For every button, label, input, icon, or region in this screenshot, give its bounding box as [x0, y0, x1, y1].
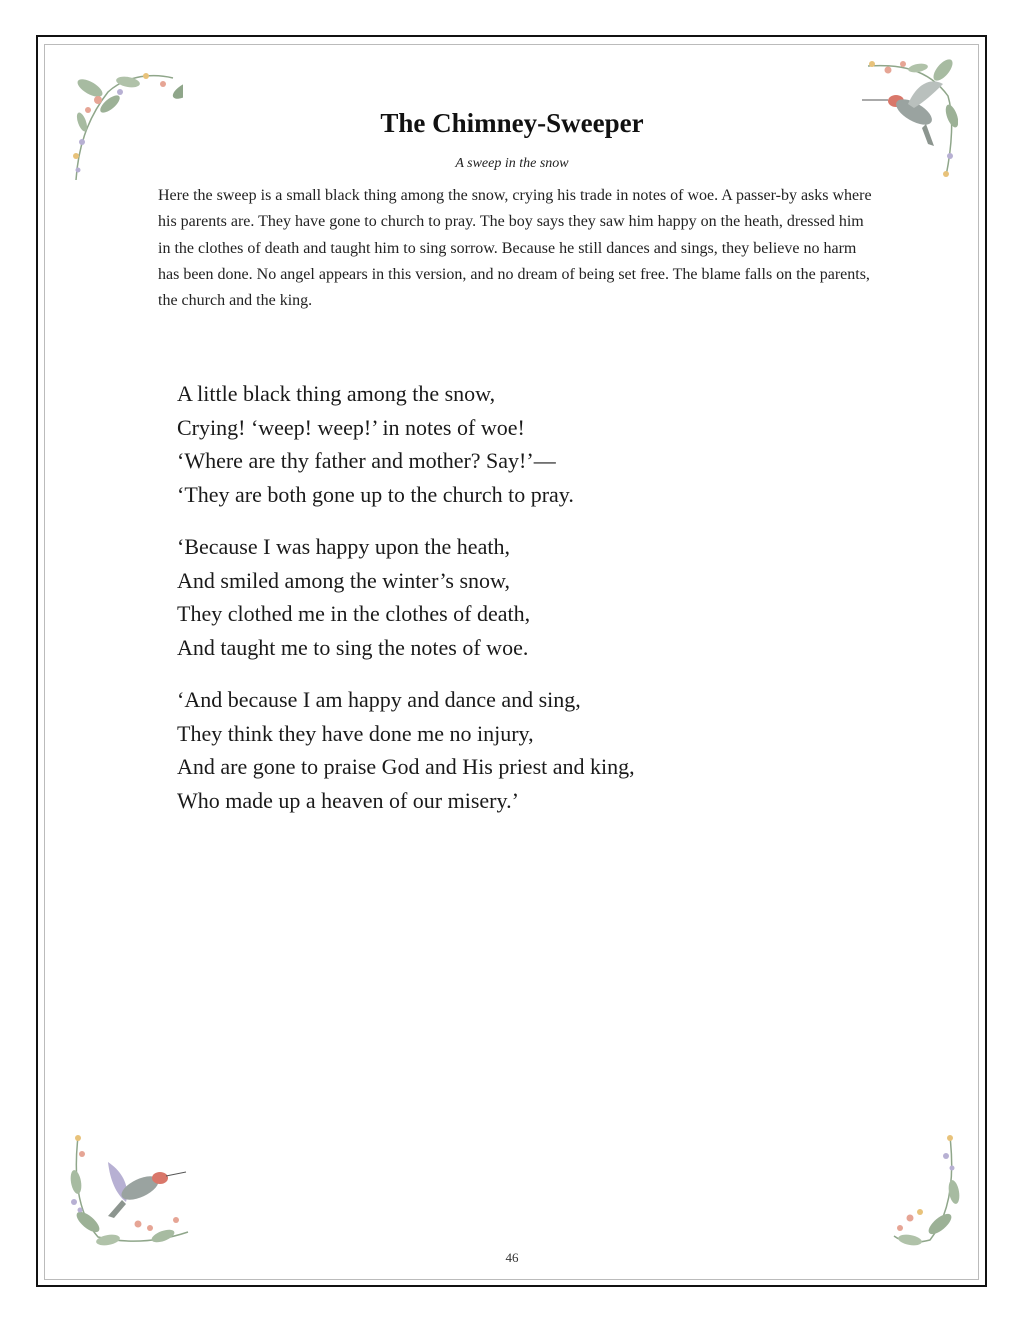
- poem: [177, 377, 877, 836]
- poem-line: A little black thing among the snow,: [177, 381, 496, 406]
- poem-stanza: [177, 530, 877, 664]
- poem-line: Crying! ‘weep! weep!’ in notes of woe!: [177, 414, 525, 440]
- poem-stanza: [177, 377, 877, 511]
- poem-line: They think they have done me no injury,: [177, 720, 534, 746]
- poem-line: And smiled among the winter’s snow,: [177, 567, 511, 593]
- poem-line: ‘Where are thy father and mother? Say!’—: [177, 448, 556, 473]
- poem-line: Who made up a heaven of our misery.’: [177, 787, 519, 813]
- poem-line: ‘Because I was happy upon the heath,: [177, 534, 510, 559]
- floral-corner-bottom-right-icon: [890, 1132, 962, 1247]
- page-number: 46: [505, 1250, 519, 1265]
- poem-line: And are gone to praise God and His priest and king,: [177, 754, 635, 779]
- poem-line: ‘They are both gone up to the church to pray.: [177, 481, 574, 507]
- poem-line: They clothed me in the clothes of death,: [177, 601, 531, 626]
- poem-stanza: [177, 683, 877, 817]
- hummingbird-floral-corner-bottom-left-icon: [68, 1132, 193, 1247]
- page-title: The Chimney-Sweeper: [380, 108, 644, 138]
- intro-paragraph: Here the sweep is a small black thing among the snow, crying his trade in notes of woe. A passer-by asks where his parents are. They have gone to church to pray. The boy says they saw him happy on the heath, dressed him in the clothes of death and taught him to sing sorrow. Because he still dances and sings, they believe no harm has been done. No angel appears in this version, and no dream of being set free. The blame falls on the parents, the church and the king.: [158, 187, 872, 310]
- page-subtitle: A sweep in the snow: [455, 156, 569, 171]
- poem-line: ‘And because I am happy and dance and sing,: [177, 687, 581, 712]
- poem-line: And taught me to sing the notes of woe.: [177, 634, 529, 660]
